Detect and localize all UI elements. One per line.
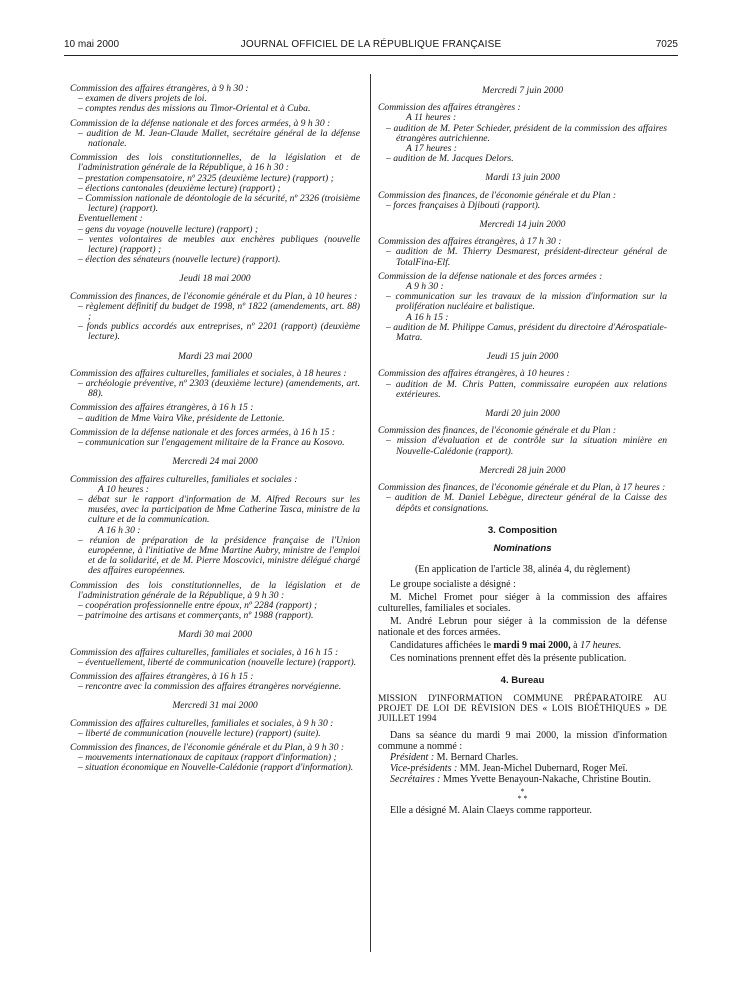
- agenda-item: – ventes volontaires de meubles aux enchères publiques (nouvelle lecture) (rapport) ;: [70, 235, 360, 255]
- agenda-item: – liberté de communication (nouvelle lecture) (rapport) (suite).: [70, 729, 360, 739]
- time-label: A 16 h 30 :: [98, 524, 141, 536]
- date-heading: Jeudi 18 mai 2000: [179, 273, 251, 285]
- asterism-top: *: [520, 787, 525, 797]
- candidatures-time: 17 heures.: [580, 640, 622, 652]
- page-number: 7025: [655, 39, 678, 50]
- commission-heading: Commission des affaires culturelles, familiales et sociales, à 16 h 15 :: [70, 646, 339, 658]
- commission-heading: Commission des affaires étrangères, à 17 h 30 :: [378, 236, 562, 248]
- agenda-item: – communication sur l'engagement militaire de la France au Kosovo.: [70, 438, 360, 448]
- agenda-item: – élections cantonales (deuxième lecture) (rapport) ;: [70, 184, 360, 194]
- commission-heading: Commission des finances, de l'économie générale et du Plan, à 10 heures :: [70, 290, 358, 302]
- legal-reference: (En application de l'article 38, alinéa 4, du règlement): [414, 564, 631, 576]
- left-column: [70, 84, 360, 774]
- agenda-item: – coopération professionnelle entre époux, nº 2284 (rapport) ;: [70, 601, 360, 611]
- agenda-item: – règlement définitif du budget de 1998, nº 1822 (amendements, art. 88) ;: [70, 302, 360, 322]
- commission-heading: Commission des finances, de l'économie générale et du Plan, à 17 heures :: [378, 482, 666, 494]
- time-label: A 16 h 15 :: [406, 311, 449, 323]
- agenda-item: – audition de M. Peter Schieder, président de la commission des affaires étrangères autrichienne.: [378, 124, 667, 144]
- role-value: M. Bernard Charles.: [436, 752, 519, 764]
- asterism: [378, 788, 667, 802]
- agenda-item: – élection des sénateurs (nouvelle lecture) (rapport).: [70, 255, 360, 265]
- commission-heading: Commission des affaires étrangères, à 16 h 15 :: [70, 670, 254, 682]
- agenda-item: – audition de M. Jean-Claude Mallet, secrétaire général de la défense nationale.: [70, 129, 360, 149]
- header-rule: [64, 55, 678, 56]
- date-heading: Jeudi 15 juin 2000: [486, 351, 559, 363]
- journal-title: JOURNAL OFFICIEL DE LA RÉPUBLIQUE FRANÇAISE: [240, 39, 502, 50]
- date-heading: Mardi 13 juin 2000: [485, 172, 560, 184]
- agenda-item: – mission d'évaluation et de contrôle sur la situation minière en Nouvelle-Calédonie (rapport).: [378, 436, 667, 456]
- candidatures-at: à: [573, 640, 578, 652]
- commission-heading: Commission des affaires culturelles, familiales et sociales, à 18 heures :: [70, 367, 347, 379]
- agenda-item: – audition de M. Jacques Delors.: [378, 154, 667, 164]
- candidatures-text: Candidatures affichées le: [390, 640, 491, 652]
- time-label: A 11 heures :: [406, 112, 457, 124]
- commission-heading: Commission des affaires étrangères :: [378, 102, 521, 114]
- right-column: [378, 86, 667, 816]
- commission-heading: Commission des finances, de l'économie générale et du Plan :: [378, 189, 617, 201]
- agenda-item: – éventuellement, liberté de communication (nouvelle lecture) (rapport).: [70, 658, 360, 668]
- commission-heading: Commission des affaires étrangères, à 16 h 15 :: [70, 402, 254, 414]
- role-label: Vice-présidents :: [390, 763, 458, 775]
- role-line-secretaries: [378, 774, 667, 785]
- commission-heading: Commission des lois constitutionnelles, de la législation et de l'administration générale de la République, à 16 h 30 :: [70, 152, 360, 174]
- role-value: Mmes Yvette Benayoun-Nakache, Christine Boutin.: [442, 774, 651, 786]
- agenda-item: – audition de M. Daniel Lebègue, directeur général de la Caisse des dépôts et consignations.: [378, 493, 667, 513]
- commission-heading: Commission de la défense nationale et des forces armées, à 9 h 30 :: [70, 117, 331, 129]
- paragraph: M. André Lebrun pour siéger à la commission de la défense nationale et des forces armées.: [378, 616, 667, 639]
- agenda-item: – gens du voyage (nouvelle lecture) (rapport) ;: [70, 225, 360, 235]
- commission-heading: Commission des lois constitutionnelles, de la législation et de l'administration générale de la République, à 9 h 30 :: [70, 579, 360, 601]
- commission-heading: Commission de la défense nationale et des forces armées :: [378, 270, 603, 282]
- agenda-item: – réunion de préparation de la présidence française de l'Union européenne, à l'initiative de Mme Martine Aubry, ministre de l'emploi et de la solidarité, et de M. Pierre Moscovici, ministre délégué chargé des affaires européennes.: [70, 536, 360, 577]
- commission-heading: Commission des finances, de l'économie générale et du Plan :: [378, 425, 617, 437]
- date-heading: Mardi 20 juin 2000: [485, 408, 560, 420]
- candidatures-paragraph: [378, 640, 667, 651]
- agenda-item: – prestation compensatoire, nº 2325 (deuxième lecture) (rapport) ;: [70, 174, 360, 184]
- paragraph: Dans sa séance du mardi 9 mai 2000, la mission d'information commune a nommé :: [378, 730, 667, 753]
- date-heading: Mercredi 14 juin 2000: [479, 219, 566, 231]
- role-line-president: [378, 752, 667, 763]
- asterism-bottom: * *: [517, 794, 528, 804]
- time-label: A 10 heures :: [98, 483, 149, 495]
- mission-title: MISSION D'INFORMATION COMMUNE PRÉPARATOIRE AU PROJET DE LOI DE RÉVISION DES « LOIS BIOÉTHIQUES » DE JUILLET 1994: [378, 694, 667, 725]
- commission-heading: Commission des affaires culturelles, familiales et sociales :: [70, 473, 298, 485]
- paragraph: Ces nominations prennent effet dès la présente publication.: [390, 653, 627, 665]
- role-label: Président :: [390, 752, 435, 764]
- agenda-item: – audition de M. Chris Patten, commissaire européen aux relations extérieures.: [378, 380, 667, 400]
- agenda-item: – communication sur les travaux de la mission d'information sur la prolifération nucléaire et balistique.: [378, 292, 667, 312]
- date-heading: Mercredi 31 mai 2000: [172, 700, 258, 712]
- agenda-item: – débat sur le rapport d'information de M. Alfred Recours sur les musées, avec la participation de Mme Catherine Tasca, ministre de la culture et de la communication.: [70, 495, 360, 526]
- agenda-item: – Commission nationale de déontologie de la sécurité, nº 2326 (troisième lecture) (rapport).: [70, 194, 360, 214]
- commission-heading: Commission des affaires culturelles, familiales et sociales, à 9 h 30 :: [70, 717, 334, 729]
- column-divider: [370, 74, 371, 952]
- role-label: Secrétaires :: [390, 774, 441, 786]
- date-heading: Mardi 30 mai 2000: [178, 629, 252, 641]
- paragraph: Le groupe socialiste a désigné :: [390, 579, 516, 591]
- agenda-item: – situation économique en Nouvelle-Calédonie (rapport d'information).: [70, 763, 360, 773]
- commission-heading: Commission des affaires étrangères, à 10 heures :: [378, 368, 570, 380]
- agenda-item: – examen de divers projets de loi.: [70, 94, 360, 104]
- agenda-item: – comptes rendus des missions au Timor-Oriental et à Cuba.: [70, 104, 360, 114]
- date-heading: Mercredi 7 juin 2000: [481, 85, 564, 96]
- agenda-item: – fonds publics accordés aux entreprises, nº 2201 (rapport) (deuxième lecture).: [70, 322, 360, 342]
- commission-heading: Commission des affaires étrangères, à 9 h 30 :: [70, 83, 249, 94]
- time-label: A 17 heures :: [406, 143, 457, 155]
- date-heading: Mercredi 24 mai 2000: [172, 456, 258, 468]
- agenda-item: – mouvements internationaux de capitaux (rapport d'information) ;: [70, 753, 360, 763]
- commission-heading: Commission des finances, de l'économie générale et du Plan, à 9 h 30 :: [70, 741, 345, 753]
- subsection-heading-nominations: Nominations: [493, 542, 552, 554]
- time-label: A 9 h 30 :: [406, 281, 444, 293]
- role-value: MM. Jean-Michel Dubernard, Roger Meï.: [459, 763, 628, 775]
- eventual-label: Eventuellement :: [78, 213, 143, 225]
- role-line-vice-presidents: [378, 763, 667, 774]
- candidatures-date: mardi 9 mai 2000,: [493, 640, 571, 652]
- paragraph: Elle a désigné M. Alain Claeys comme rapporteur.: [390, 805, 592, 817]
- agenda-item: – audition de M. Thierry Desmarest, président-directeur général de TotalFina-Elf.: [378, 247, 667, 267]
- paragraph: M. Michel Fromet pour siéger à la commission des affaires culturelles, familiales et sociales.: [378, 592, 667, 615]
- section-heading-composition: 3. Composition: [487, 524, 558, 536]
- page-header: [64, 39, 678, 55]
- header-date: 10 mai 2000: [64, 39, 120, 50]
- agenda-item: – patrimoine des artisans et commerçants, nº 1988 (rapport).: [70, 611, 360, 621]
- commission-heading: Commission de la défense nationale et des forces armées, à 16 h 15 :: [70, 426, 336, 438]
- agenda-item: – audition de M. Philippe Camus, président du directoire d'Aérospatiale-Matra.: [378, 323, 667, 343]
- agenda-item: – forces françaises à Djibouti (rapport).: [378, 201, 667, 211]
- agenda-item: – archéologie préventive, nº 2303 (deuxième lecture) (amendements, art. 88).: [70, 379, 360, 399]
- date-heading: Mardi 23 mai 2000: [178, 350, 252, 362]
- agenda-item: – audition de Mme Vaira Vike, présidente de Lettonie.: [70, 414, 360, 424]
- date-heading: Mercredi 28 juin 2000: [479, 464, 566, 476]
- section-heading-bureau: 4. Bureau: [500, 675, 545, 687]
- agenda-item: – rencontre avec la commission des affaires étrangères norvégienne.: [70, 682, 360, 692]
